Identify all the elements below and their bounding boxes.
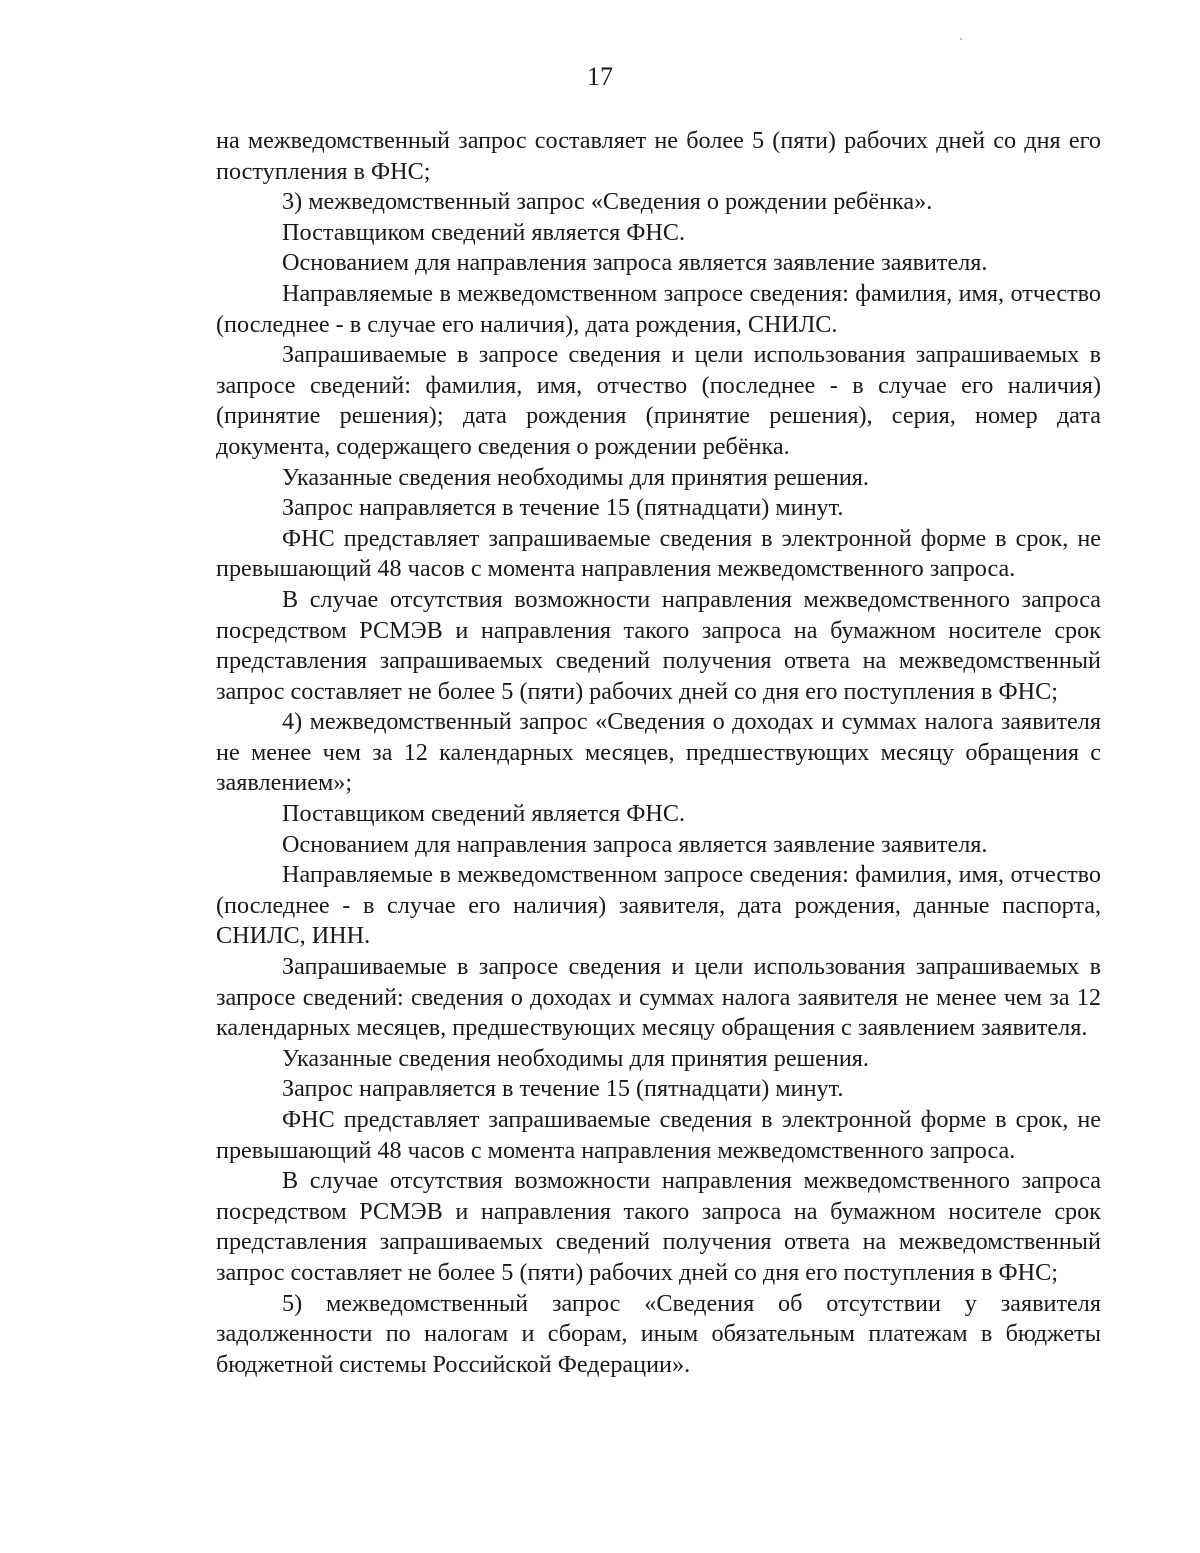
paragraph-basis: Основанием для направления запроса является заявление заявителя. <box>282 830 988 858</box>
paragraph-purpose: Указанные сведения необходимы для принятия решения. <box>282 1044 869 1072</box>
paragraph-purpose: Указанные сведения необходимы для принятия решения. <box>282 463 869 491</box>
page-number: 17 <box>587 62 613 91</box>
paragraph-requested-data: Запрашиваемые в запросе сведения и цели использования запрашиваемых в запросе сведений: фамилия, имя, отчество (последнее - в случае его наличия) (принятие решения); дата рождения (принятие решения), серия, номер дата документа, содержащего сведения о рождении ребёнка. <box>216 341 1101 460</box>
paragraph-item-3-title: 3) межведомственный запрос «Сведения о рождении ребёнка». <box>282 188 933 216</box>
paragraph-supplier: Поставщиком сведений является ФНС. <box>282 218 686 246</box>
paragraph-paper-fallback: В случае отсутствия возможности направления межведомственного запроса посредством РСМЭВ и направления такого запроса на бумажном носителе срок представления запрашиваемых сведений получения ответа на межведомственный запрос составляет не более 5 (пяти) рабочих дней со дня его поступления в ФНС; <box>216 585 1101 705</box>
paragraph-sent-data: Направляемые в межведомственном запросе сведения: фамилия, имя, отчество (последнее - в случае его наличия) заявителя, дата рождения, данные паспорта, СНИЛС, ИНН. <box>216 861 1101 950</box>
paragraph-basis: Основанием для направления запроса является заявление заявителя. <box>282 249 988 277</box>
paragraph-paper-fallback: В случае отсутствия возможности направления межведомственного запроса посредством РСМЭВ и направления такого запроса на бумажном носителе срок представления запрашиваемых сведений получения ответа на межведомственный запрос составляет не более 5 (пяти) рабочих дней со дня его поступления в ФНС; <box>216 1167 1101 1286</box>
paragraph-item-4-title: 4) межведомственный запрос «Сведения о доходах и суммах налога заявителя не менее чем за 12 календарных месяцев, предшествующих месяцу обращения с заявлением»; <box>216 708 1101 797</box>
paragraph-timing: Запрос направляется в течение 15 (пятнадцати) минут. <box>282 494 844 522</box>
paragraph-response-deadline: ФНС представляет запрашиваемые сведения в электронной форме в срок, не превышающий 48 часов с момента направления межведомственного запроса. <box>216 1106 1101 1164</box>
paragraph-requested-data: Запрашиваемые в запросе сведения и цели использования запрашиваемых в запросе сведений: сведения о доходах и суммах налога заявителя не менее чем за 12 календарных месяцев, предшествующих месяцу обращения с заявлением заявителя. <box>216 953 1101 1042</box>
document-body <box>216 126 1101 1380</box>
paragraph-response-deadline: ФНС представляет запрашиваемые сведения в электронной форме в срок, не превышающий 48 часов с момента направления межведомственного запроса. <box>216 524 1101 583</box>
paragraph-timing: Запрос направляется в течение 15 (пятнадцати) минут. <box>282 1075 844 1103</box>
paragraph-item-5-title: 5) межведомственный запрос «Сведения об отсутствии у заявителя задолженности по налогам и сборам, иным обязательным платежам в бюджеты бюджетной системы Российской Федерации». <box>216 1289 1101 1378</box>
paragraph-sent-data: Направляемые в межведомственном запросе сведения: фамилия, имя, отчество (последнее - в случае его наличия), дата рождения, СНИЛС. <box>216 279 1101 338</box>
scan-artifact <box>960 38 962 40</box>
paragraph-continuation: на межведомственный запрос составляет не более 5 (пяти) рабочих дней со дня его поступления в ФНС; <box>216 127 1101 185</box>
paragraph-supplier: Поставщиком сведений является ФНС. <box>282 800 686 828</box>
